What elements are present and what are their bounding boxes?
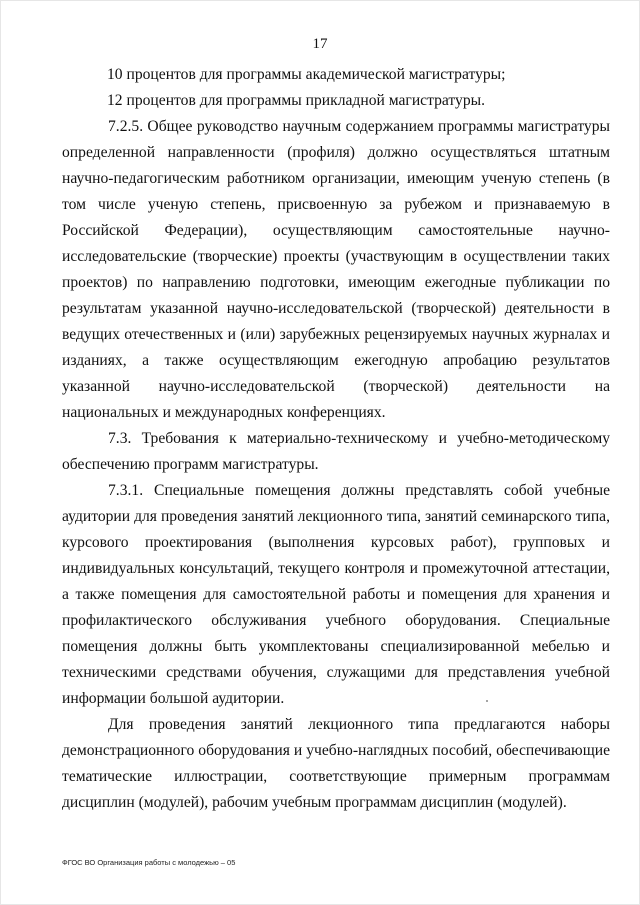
page-number: 17	[312, 36, 328, 52]
paragraph-lecture-equipment: Для проведения занятий лекционного типа предлагаются наборы демонстрационного оборудования и учебно-наглядных пособий, обеспечивающие тематические иллюстрации, соответствующие примерным программам дисциплин (модулей), рабочим учебным программам дисциплин (модулей).	[62, 716, 610, 811]
paragraph-applied-masters: 12 процентов для программы прикладной магистратуры.	[107, 92, 485, 109]
paragraph-7-2-5: 7.2.5. Общее руководство научным содержанием программы магистратуры определенной направленности (профиля) должно осуществляться штатным научно-педагогическим работником организации, имеющим ученую степень (в том числе ученую степень, присвоенную за рубежом и признаваемую в Российской Федерации), осуществляющим самостоятельные научно-исследовательские (творческие) проекты (участвующим в осуществлении таких проектов) по направлению подготовки, имеющим ежегодные публикации по результатам указанной научно-исследовательской (творческой) деятельности в ведущих отечественных и (или) зарубежных рецензируемых научных журналах и изданиях, а также осуществляющим ежегодную апробацию результатов указанной научно-исследовательской (творческой) деятельности на национальных и международных конференциях.	[62, 118, 610, 421]
paragraph-academic-masters: 10 процентов для программы академической магистратуры;	[107, 66, 506, 83]
paragraph-7-3: 7.3. Требования к материально-техническому и учебно-методическому обеспечению программ магистратуры.	[62, 430, 610, 473]
document-body	[62, 62, 610, 816]
footer-text: ФГОС ВО Организация работы с молодежью – 05	[62, 858, 236, 867]
scan-speck	[486, 700, 488, 702]
paragraph-7-3-1: 7.3.1. Специальные помещения должны представлять собой учебные аудитории для проведения занятий лекционного типа, занятий семинарского типа, курсового проектирования (выполнения курсовых работ), групповых и индивидуальных консультаций, текущего контроля и промежуточной аттестации, а также помещения для самостоятельной работы и помещения для хранения и профилактического обслуживания учебного оборудования. Специальные помещения должны быть укомплектованы специализированной мебелью и техническими средствами обучения, служащими для представления учебной информации большой аудитории.	[62, 482, 610, 707]
